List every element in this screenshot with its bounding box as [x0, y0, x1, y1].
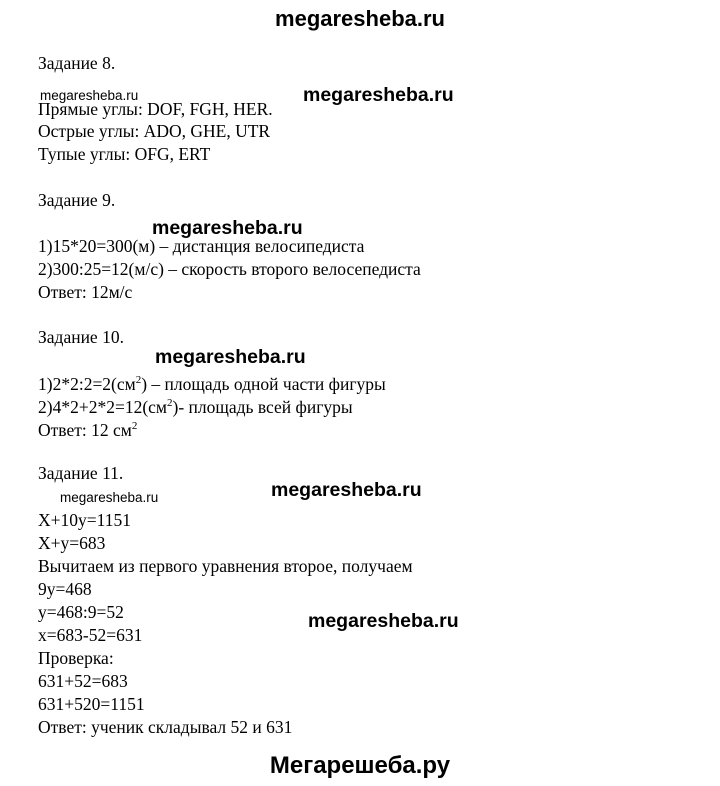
task11-line-7: Проверка: [38, 648, 114, 668]
task11-line-10: Ответ: ученик складывал 52 и 631 [38, 717, 293, 737]
task11-line-5: y=468:9=52 [38, 602, 124, 622]
task8-line-3: Тупые углы: OFG, ERT [38, 144, 211, 164]
task8-heading: Задание 8. [38, 53, 116, 73]
task11-line-9: 631+520=1151 [38, 694, 145, 714]
task8-line-2: Острые углы: ADO, GHE, UTR [38, 121, 271, 141]
task9-heading: Задание 9. [38, 190, 116, 210]
task10-line-1: $1)2*2:2=2(см^2)$ – площадь одной части фигуры [38, 374, 386, 394]
task11-line-2: X+y=683 [38, 533, 106, 553]
watermark-4: megaresheba.ru [271, 479, 422, 501]
task10-line-3: Ответ: 12 $см^2$ [38, 420, 138, 440]
task10-line-2: $2)4*2+2*2=12(см^2)-$ площадь всей фигуры [38, 397, 353, 417]
task8-line-1: Прямые углы: DOF, FGH, HER. [38, 99, 273, 119]
watermark-2: megaresheba.ru [152, 217, 303, 239]
task11-line-4: 9y=468 [38, 579, 92, 599]
watermark-small-1: megaresheba.ru [40, 88, 139, 103]
site-footer-title: Мегарешеба.ру [269, 752, 451, 779]
task11-line-1: X+10y=1151 [38, 510, 131, 530]
watermark-small-4: megaresheba.ru [60, 490, 159, 505]
site-watermark-top: megaresheba.ru [275, 6, 445, 31]
task9-line-1: 1)15*20=300(м) – дистанция велосипедиста [38, 236, 365, 256]
task10-heading: Задание 10. [38, 327, 124, 347]
task11-heading: Задание 11. [38, 463, 124, 483]
task11-line-8: 631+52=683 [38, 671, 128, 691]
watermark-5: megaresheba.ru [308, 610, 459, 632]
task9-line-3: Ответ: 12м/с [38, 282, 133, 302]
task11-line-6: x=683-52=631 [38, 625, 143, 645]
watermark-1: megaresheba.ru [303, 84, 454, 106]
task11-line-3: Вычитаем из первого уравнения второе, получаем [38, 556, 413, 576]
task9-line-2: 2)300:25=12(м/с) – скорость второго велосепедиста [38, 259, 421, 279]
watermark-3: megaresheba.ru [155, 346, 306, 368]
